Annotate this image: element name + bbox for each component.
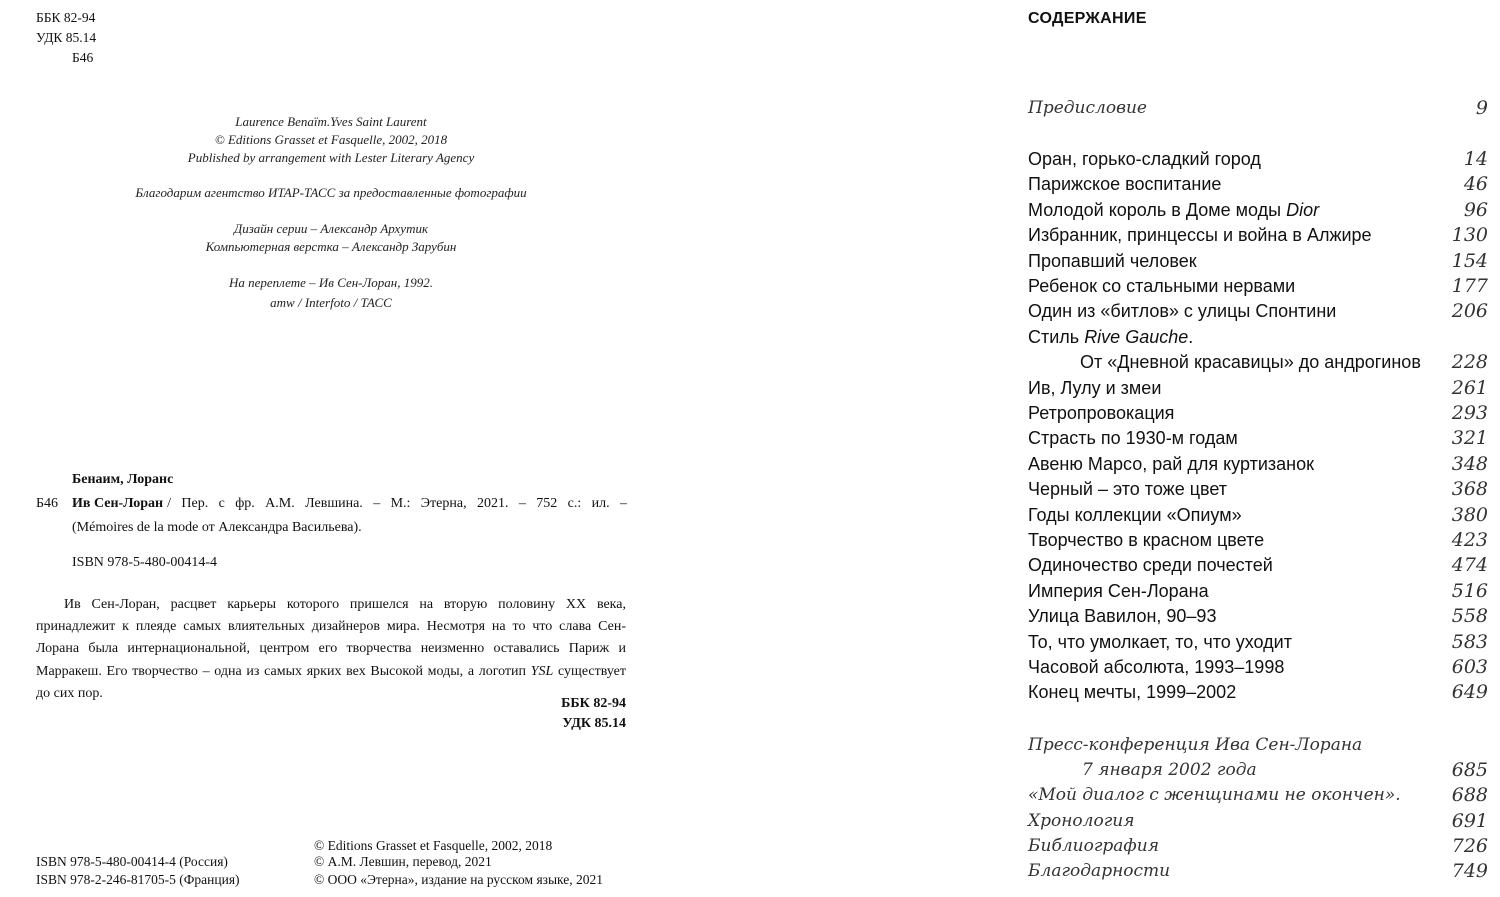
toc-chapter-row[interactable] <box>1028 376 1488 401</box>
catalog-bbk: ББК 82-94 <box>561 696 626 711</box>
catalog-author: Бенаим, Лоранс <box>72 472 174 487</box>
bbk-code: ББК 82-94 <box>36 10 96 25</box>
toc-entry-page: 206 <box>1451 300 1488 323</box>
toc-entry-title <box>1028 223 1372 248</box>
abstract-ysl: YSL <box>530 663 554 679</box>
toc-entry-title-text: Молодой король в Доме моды <box>1028 199 1287 220</box>
toc-entry-page: 293 <box>1451 402 1488 424</box>
toc-entry-title <box>1028 477 1227 502</box>
toc-entry-title <box>1028 604 1216 629</box>
toc-appendix-row[interactable] <box>1028 783 1488 808</box>
toc-entry-page: 14 <box>1463 148 1488 170</box>
toc-entry-page: 321 <box>1451 427 1488 450</box>
toc-entry-title-end: . <box>1188 326 1194 347</box>
toc-entry-page: 154 <box>1451 249 1488 272</box>
udk-code: УДК 85.14 <box>36 30 97 45</box>
toc-entry-title-text: Один из «битлов» с улицы Спонтини <box>1028 301 1337 322</box>
catalog-series: (Mémoires de la mode от Александра Васильева). <box>72 520 362 535</box>
toc-chapter-row[interactable] <box>1028 528 1488 553</box>
toc-entry-title <box>1028 274 1295 299</box>
toc-entry-title-text: Оран, горько-сладкий город <box>1028 149 1261 169</box>
toc-entry-title <box>1028 249 1197 274</box>
toc-entry-title <box>1028 172 1221 197</box>
toc-chapter-row[interactable] <box>1028 325 1488 350</box>
toc-chapter-row[interactable] <box>1028 477 1488 502</box>
toc-entry-title <box>1082 758 1257 783</box>
right-page-contents <box>1000 0 1500 897</box>
credit-layout: Компьютерная верстка – Александр Зарубин <box>205 239 457 254</box>
catalog-title: Ив Сен-Лоран <box>72 496 164 511</box>
toc-entry-title-text: Хронология <box>1028 810 1135 831</box>
toc-entry-title-text: Одиночество среди почестей <box>1028 555 1273 576</box>
toc-preface-page: 9 <box>1475 97 1488 119</box>
copyright-translation: © А.М. Левшин, перевод, 2021 <box>314 854 492 869</box>
toc-appendix-row[interactable] <box>1028 834 1488 859</box>
toc-entry-page: 603 <box>1451 656 1488 678</box>
abstract-end: существует до сих пор. <box>36 663 626 701</box>
toc-chapter-row[interactable] <box>1028 223 1488 248</box>
toc-entry-page: 130 <box>1451 224 1488 247</box>
toc-chapter-row[interactable] <box>1028 655 1488 680</box>
toc-entry-page: 96 <box>1463 198 1488 221</box>
toc-entry-page: 688 <box>1451 784 1488 807</box>
toc-entry-title-text: Черный – это тоже цвет <box>1028 479 1228 500</box>
toc-chapter-row[interactable] <box>1028 553 1488 578</box>
toc-appendix-row[interactable] <box>1028 733 1488 758</box>
toc-entry-title <box>1028 147 1261 172</box>
toc-entry-title <box>1028 452 1314 477</box>
toc-entry-title <box>1028 553 1273 578</box>
toc-entry-title-text: Улица Вавилон, 90–93 <box>1028 606 1217 627</box>
toc-entry-page: 685 <box>1451 759 1488 782</box>
catalog-title-line <box>72 497 627 511</box>
credit-series-design: Дизайн серии – Александр Архутик <box>233 221 429 236</box>
credit-original-title: Laurence Benaïm.Yves Saint Laurent <box>235 114 427 129</box>
catalog-mark: Б46 <box>36 496 59 511</box>
toc-entry-page: 691 <box>1451 809 1488 832</box>
toc-entry-title <box>1028 809 1135 834</box>
toc-chapter-row[interactable] <box>1028 426 1488 451</box>
toc-entry-page: 583 <box>1451 630 1488 653</box>
toc-entry-title-text: Пресс-конференция Ива Сен-Лорана <box>1028 735 1363 755</box>
toc-entry-title <box>1028 376 1161 401</box>
catalog-abstract <box>36 594 626 705</box>
toc-chapter-row[interactable] <box>1028 172 1488 197</box>
toc-chapter-row[interactable] <box>1028 198 1488 223</box>
toc-entry-title <box>1028 579 1209 604</box>
toc-entry-page: 558 <box>1451 605 1488 628</box>
toc-entry-title-text: Ив, Лулу и змеи <box>1028 377 1162 398</box>
toc-entry-title-text: Часовой абсолюта, 1993–1998 <box>1028 657 1285 677</box>
toc-entry-title-text: Ребенок со стальными нервами <box>1028 276 1296 296</box>
toc-preface[interactable] <box>1028 96 1488 121</box>
toc-entry-title-text: Благодарности <box>1028 861 1171 881</box>
abstract-text: Ив Сен-Лоран, расцвет карьеры которого пришелся на вторую половину XX века, принадлежит к плеяде самых влиятельных дизайнеров мира. Несмотря на то что слава Сен-Лорана была интернациональной, центром его творчества неизменно оставались Париж и Марракеш. Его творчество – одна из самых ярких вех Высокой моды, а логотип <box>36 597 626 679</box>
copyright-edition: © ООО «Этерна», издание на русском языке, 2021 <box>314 872 604 887</box>
toc-entry-title <box>1028 325 1193 350</box>
toc-entry-title-text: Годы коллекции «Опиум» <box>1028 504 1242 525</box>
left-page <box>0 0 700 897</box>
credit-agency: Published by arrangement with Lester Literary Agency <box>187 150 475 165</box>
toc-chapter-row[interactable] <box>1028 147 1488 172</box>
toc-entry-page: 749 <box>1451 860 1488 882</box>
toc-entry-page: 368 <box>1451 478 1488 501</box>
catalog-udk: УДК 85.14 <box>562 716 626 731</box>
catalog-isbn: ISBN 978-5-480-00414-4 <box>72 555 218 570</box>
toc-appendix-row[interactable] <box>1028 758 1488 783</box>
toc-chapter-row[interactable] <box>1028 579 1488 604</box>
copyright-original: © Editions Grasset et Fasquelle, 2002, 2018 <box>314 838 553 853</box>
toc-chapter-row[interactable] <box>1028 274 1488 299</box>
toc-entry-page: 46 <box>1463 173 1488 196</box>
toc-entry-title-text: Империя Сен-Лорана <box>1028 580 1209 601</box>
toc-chapter-row[interactable] <box>1028 401 1488 426</box>
toc-entry-title <box>1028 783 1401 808</box>
toc-entry-page: 261 <box>1451 376 1488 399</box>
toc-entry-title-text: Страсть по 1930-м годам <box>1028 428 1238 449</box>
toc-chapter-row[interactable] <box>1028 299 1488 324</box>
toc-entry-page: 348 <box>1451 452 1488 475</box>
toc-entry-title <box>1028 630 1292 655</box>
credit-copyright: © Editions Grasset et Fasquelle, 2002, 2018 <box>214 132 448 147</box>
toc-entry-title-text: Парижское воспитание <box>1028 174 1222 195</box>
toc-entry-page: 228 <box>1451 351 1488 374</box>
toc-entry-title <box>1028 401 1174 426</box>
toc-entry-title <box>1028 299 1336 324</box>
toc-entry-page: 177 <box>1451 275 1488 297</box>
toc-entry-title-text: Избранник, принцессы и война в Алжире <box>1028 225 1372 246</box>
toc-entry-page: 726 <box>1451 834 1488 857</box>
credit-cover: На переплете – Ив Сен-Лоран, 1992. <box>228 275 434 290</box>
toc-entry-page: 474 <box>1451 554 1488 577</box>
toc-entry-title-text: Пропавший человек <box>1028 250 1197 271</box>
toc-entry-title-text: 7 января 2002 года <box>1082 760 1257 781</box>
isbn-russia: ISBN 978-5-480-00414-4 (Россия) <box>36 854 228 869</box>
toc-entry-title <box>1028 859 1170 884</box>
toc-entry-page: 516 <box>1451 579 1488 602</box>
toc-chapter-row[interactable] <box>1028 680 1488 705</box>
toc-appendix-row[interactable] <box>1028 809 1488 834</box>
toc-entry-title <box>1080 350 1421 375</box>
toc-chapter-row[interactable] <box>1028 604 1488 629</box>
toc-entry-title <box>1028 528 1264 553</box>
credit-photos: Благодарим агентство ИТАР-ТАСС за предоставленные фотографии <box>135 185 527 200</box>
credit-cover-photo: amw / Interfoto / ТАСС <box>270 295 392 310</box>
toc-entry-title <box>1028 733 1362 758</box>
toc-entry-title <box>1028 198 1319 223</box>
toc-chapter-row[interactable] <box>1028 630 1488 655</box>
toc-entry-title-text: «Мой диалог с женщинами не окончен». <box>1028 785 1401 806</box>
toc-chapter-row[interactable] <box>1028 452 1488 477</box>
toc-entry-title-text: Библиография <box>1028 835 1159 856</box>
toc-chapter-row[interactable] <box>1028 503 1488 528</box>
author-mark: Б46 <box>72 50 94 65</box>
toc-entry-title-text: Ретропровокация <box>1028 403 1175 423</box>
toc-entry-page: 423 <box>1451 529 1488 551</box>
isbn-france: ISBN 978-2-246-81705-5 (Франция) <box>36 872 240 887</box>
toc-entry-title-text: То, что умолкает, то, что уходит <box>1028 631 1292 652</box>
toc-chapter-row[interactable] <box>1028 249 1488 274</box>
toc-entry-title-text: Стиль <box>1028 326 1085 347</box>
toc-entry-title <box>1028 655 1284 680</box>
toc-entry-title <box>1028 503 1242 528</box>
toc-entry-page: 649 <box>1451 681 1488 704</box>
toc-appendix-row[interactable] <box>1028 859 1488 884</box>
toc-entry-title-text: Конец мечты, 1999–2002 <box>1028 682 1237 703</box>
toc-entry-page: 380 <box>1451 503 1488 526</box>
toc-entry-title-text: Творчество в красном цвете <box>1028 530 1265 550</box>
toc-entry-title <box>1028 426 1238 451</box>
toc-entry-title <box>1028 680 1236 705</box>
toc-chapter-row[interactable] <box>1028 350 1488 375</box>
toc-entry-title <box>1028 834 1159 859</box>
toc-entry-title-text: От «Дневной красавицы» до андрогинов <box>1080 352 1421 373</box>
catalog-details: / Пер. с фр. А.М. Левшина. – М.: Этерна, 2021. – 752 с.: ил. – <box>167 496 627 511</box>
contents-heading: СОДЕРЖАНИЕ <box>1028 10 1147 27</box>
toc-entry-title-italic: Rive Gauche <box>1084 326 1189 347</box>
toc-entry-title-italic: Dior <box>1286 199 1320 220</box>
toc-entry-title-text: Авеню Марсо, рай для куртизанок <box>1028 453 1314 474</box>
toc-preface-title: Предисловие <box>1028 98 1147 118</box>
